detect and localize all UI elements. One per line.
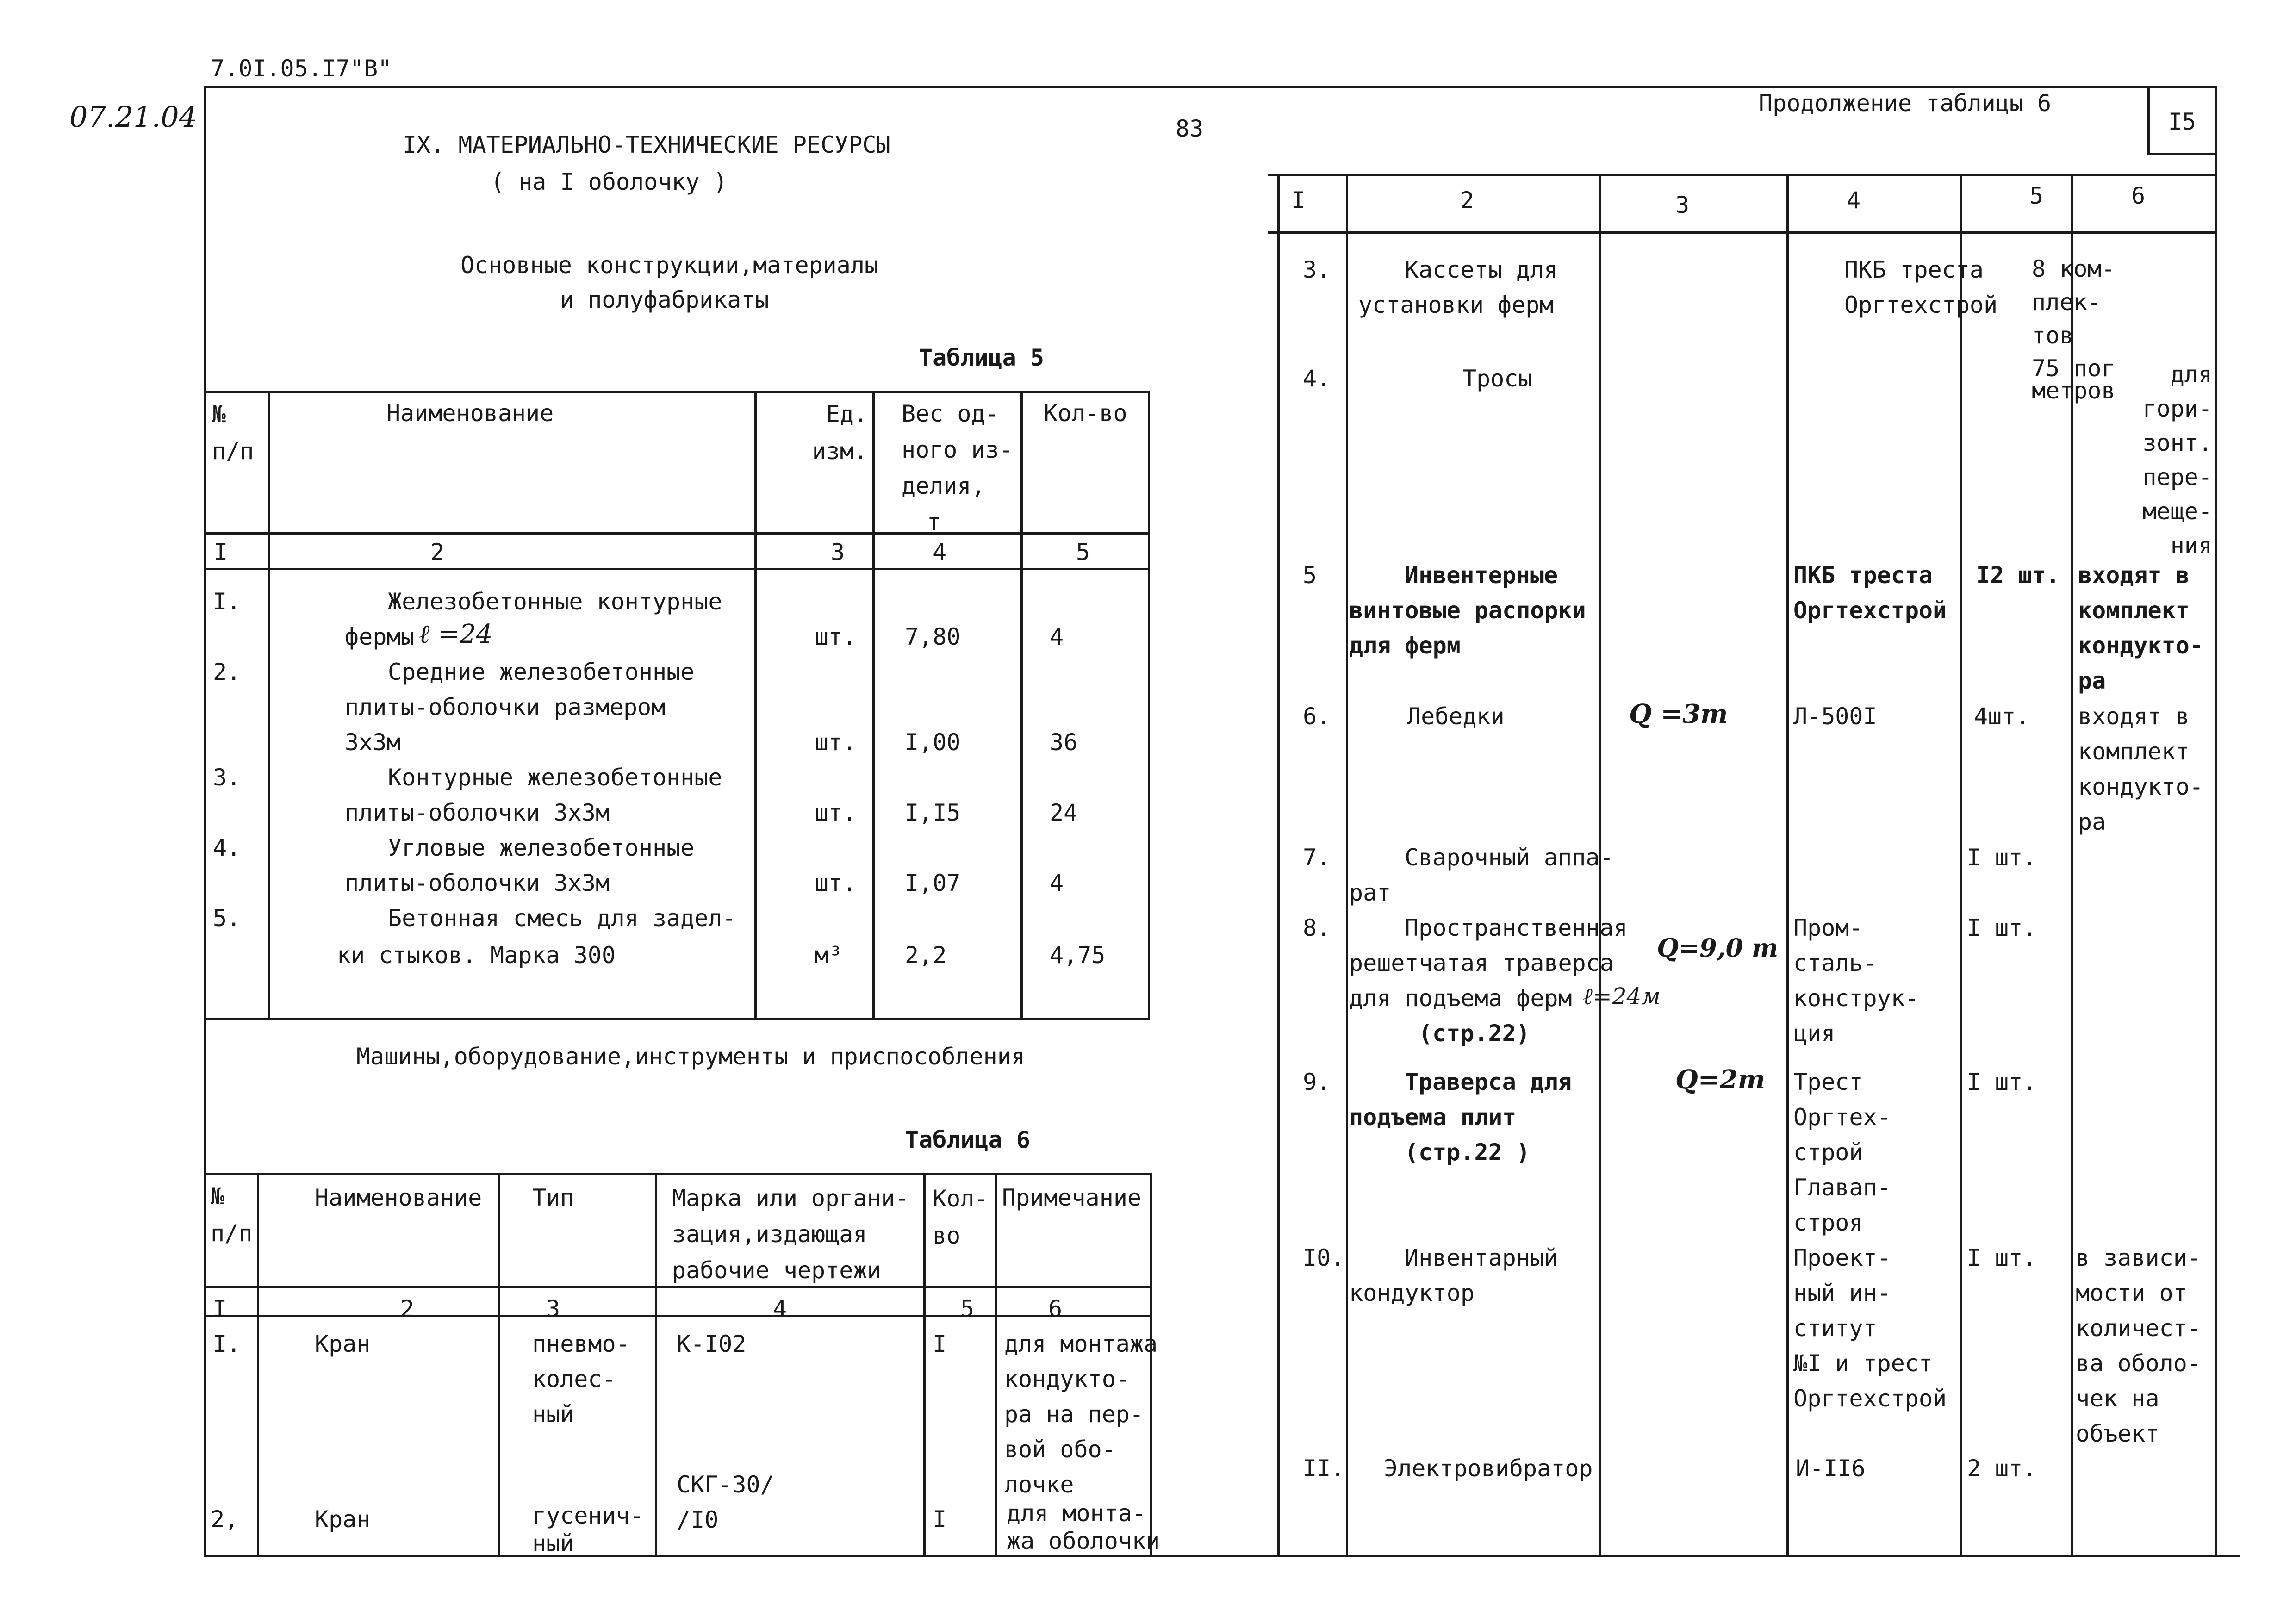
frame-right-border xyxy=(2215,86,2217,1557)
cell-line: ния xyxy=(2170,532,2212,559)
row-qty: I шт. xyxy=(1967,1069,2037,1095)
table6-header-num xyxy=(211,1178,252,1252)
table-col-divider xyxy=(872,391,875,1020)
section-subtitle: ( на I оболочку ) xyxy=(491,168,728,195)
section-title: IX. МАТЕРИАЛЬНО-ТЕХНИЧЕСКИЕ РЕСУРСЫ xyxy=(403,131,890,158)
header-text: п/п xyxy=(212,438,254,465)
cell-line: Оргтехстрой xyxy=(1793,597,1947,624)
handwritten-span: ℓ =24 xyxy=(419,619,493,649)
header-text: изм. xyxy=(812,438,868,465)
table6-caption: Таблица 6 xyxy=(905,1126,1030,1153)
table6-header-name: Наименование xyxy=(315,1184,482,1211)
row-number: 5. xyxy=(213,905,241,932)
row-weight: 7,80 xyxy=(905,623,961,650)
header-text: т xyxy=(927,509,941,535)
row-type xyxy=(532,1326,630,1432)
row-note xyxy=(2076,1240,2201,1451)
table-col-divider xyxy=(995,1173,997,1557)
table5-header-weight xyxy=(902,396,1013,540)
col-number: 5 xyxy=(1076,539,1090,566)
row-note xyxy=(2078,558,2203,698)
table6-header-type: Тип xyxy=(532,1184,574,1211)
col-number: I xyxy=(214,539,228,566)
table-rule xyxy=(1268,231,2217,234)
cell-line: 8 ком- xyxy=(2032,255,2116,282)
cell-line: метров xyxy=(2032,377,2116,404)
cell-line: ра xyxy=(2078,808,2106,835)
cell-line: Проект- xyxy=(1793,1244,1891,1271)
cell-line: (стр.22) xyxy=(1419,1020,1530,1047)
cell-line: подъема плит xyxy=(1349,1104,1517,1131)
row-number: 6. xyxy=(1303,703,1331,730)
header-text: Ед. xyxy=(826,401,868,428)
row-brand xyxy=(1793,910,1919,1051)
row-name-line: Контурные железобетонные xyxy=(388,764,722,791)
col-number: 2 xyxy=(400,1295,415,1322)
table5-header-name: Наименование xyxy=(386,400,554,427)
cell-line: мости от xyxy=(2076,1280,2187,1306)
row-number: 7. xyxy=(1303,844,1331,871)
table-col-divider xyxy=(1346,174,1348,1557)
row-number: II. xyxy=(1303,1455,1345,1482)
table6-header-brand xyxy=(672,1180,909,1288)
row-name-line: фермы xyxy=(345,623,415,650)
table-col-divider xyxy=(1020,391,1023,1020)
page-number: 83 xyxy=(1176,115,1204,142)
cell-line: строй xyxy=(1793,1139,1863,1166)
table-col-divider xyxy=(655,1173,657,1557)
row-name xyxy=(1358,252,1558,323)
row-qty xyxy=(2032,252,2116,352)
row-name xyxy=(1349,1240,1558,1311)
cell-line: Траверса для xyxy=(1405,1069,1572,1095)
cell-line: для подъема ферм xyxy=(1349,985,1572,1012)
col-number: 4 xyxy=(933,539,947,566)
row-brand xyxy=(1844,252,1997,323)
col-number: 4 xyxy=(773,1295,787,1322)
row-name-line: плиты-оболочки 3х3м xyxy=(345,799,610,826)
table-rule xyxy=(204,1315,1152,1317)
row-number: 3. xyxy=(1303,256,1331,283)
row-weight: I,I5 xyxy=(905,799,961,826)
cell-line: лочке xyxy=(1004,1471,1074,1498)
cell-line: пере- xyxy=(2142,464,2212,491)
col-number: 6 xyxy=(2131,182,2146,209)
row-weight: I,07 xyxy=(905,870,961,896)
row-name: Лебедки xyxy=(1407,703,1505,730)
table6-header-qty xyxy=(933,1180,988,1254)
cell-line: Пром- xyxy=(1793,914,1863,941)
cell-line: жа оболочки xyxy=(1007,1528,1160,1555)
cell-line: /I0 xyxy=(677,1506,719,1533)
row-unit: шт. xyxy=(815,623,857,650)
table-col-divider xyxy=(257,1173,259,1557)
row-number: I0. xyxy=(1303,1244,1345,1271)
row-brand xyxy=(1793,1064,1891,1240)
cell-line: колес- xyxy=(532,1366,616,1393)
table-rule xyxy=(1268,174,2217,176)
col-number: 3 xyxy=(831,539,845,566)
row-unit: шт. xyxy=(815,729,857,756)
cell-line: ра на пер- xyxy=(1004,1401,1144,1428)
col-number: 4 xyxy=(1847,187,1861,214)
row-note xyxy=(2078,699,2203,839)
header-text: Вес од- xyxy=(902,400,999,427)
cell-line: кондуктор xyxy=(1349,1280,1475,1306)
row-number: 5 xyxy=(1303,562,1317,589)
row-number: I. xyxy=(213,588,241,615)
row-weight: I,00 xyxy=(905,729,961,756)
table-col-divider xyxy=(1148,391,1150,1020)
cell-line: Оргтехстрой xyxy=(1844,292,1998,318)
row-name-line: ки стыков. Марка 300 xyxy=(337,942,616,969)
cell-line: Сварочный аппа- xyxy=(1405,844,1614,871)
row-qty: 2 шт. xyxy=(1967,1455,2037,1482)
cell-line: ститут xyxy=(1793,1315,1877,1342)
cell-line: Главап- xyxy=(1793,1174,1891,1201)
header-text: п/п xyxy=(211,1220,253,1247)
frame-left-border xyxy=(204,86,206,1557)
cell-line: ра xyxy=(2078,667,2106,694)
cell-line: вой обо- xyxy=(1004,1436,1116,1463)
row-name-line: Угловые железобетонные xyxy=(388,834,695,861)
cell-line: рат xyxy=(1349,879,1391,906)
cell-line: ный xyxy=(532,1401,574,1428)
cell-line: установки ферм xyxy=(1358,292,1554,318)
row-name-line: плиты-оболочки размером xyxy=(345,694,666,721)
handwritten-capacity: Q =3т xyxy=(1629,699,1728,729)
row-name: Кран xyxy=(315,1506,371,1533)
row-qty: I xyxy=(933,1506,947,1533)
header-text: во xyxy=(933,1222,961,1249)
row-number: 4. xyxy=(213,834,241,861)
table-rule xyxy=(204,391,1150,393)
document-code: 7.0I.05.I7"В" xyxy=(211,55,392,82)
cell-line: №I и трест xyxy=(1793,1350,1933,1377)
cell-line: в зависи- xyxy=(2076,1244,2201,1271)
cell-line: плек- xyxy=(2032,289,2102,316)
cell-line: ный ин- xyxy=(1793,1280,1891,1306)
table5-caption: Таблица 5 xyxy=(919,344,1044,371)
table-rule xyxy=(204,1018,1150,1020)
col-number: 2 xyxy=(1460,187,1475,214)
table5-header-qty: Кол-во xyxy=(1044,400,1127,427)
frame-top-border xyxy=(204,86,2147,88)
row-unit: шт. xyxy=(815,870,857,896)
cell-line: сталь- xyxy=(1793,950,1877,976)
handwritten-stamp: 07.21.04 xyxy=(69,100,198,134)
cell-line: кондукто- xyxy=(1004,1366,1130,1393)
table-rule xyxy=(204,568,1150,570)
cell-line: для монтажа xyxy=(1004,1331,1158,1357)
handwritten-span: ℓ=24м xyxy=(1583,983,1661,1010)
row-qty: I шт. xyxy=(1967,914,2037,941)
cell-line: кондукто- xyxy=(2078,632,2203,659)
cell-line: Пространственная xyxy=(1405,914,1628,941)
cell-line: зонт. xyxy=(2142,429,2212,456)
row-name-line: 3х3м xyxy=(345,729,401,756)
header-text: зация,издающая xyxy=(672,1221,867,1248)
table-col-divider xyxy=(754,391,757,1020)
cell-line: чек на xyxy=(2076,1385,2159,1412)
cell-line: комплект xyxy=(2078,597,2190,624)
header-text: № xyxy=(211,1183,225,1210)
row-number: 2. xyxy=(213,659,241,685)
continuation-label: Продолжение таблицы 6 xyxy=(1759,90,2052,117)
row-name: Тросы xyxy=(1462,365,1532,392)
row-name: Электровибратор xyxy=(1384,1455,1593,1482)
row-number: 8. xyxy=(1303,914,1331,941)
cell-line: гусенич- xyxy=(532,1502,644,1529)
col-number: 2 xyxy=(430,539,445,566)
col-number: I xyxy=(1291,187,1306,214)
cell-line: ный xyxy=(532,1530,574,1557)
row-name-line: Средние железобетонные xyxy=(388,659,695,685)
col-number: 5 xyxy=(2029,182,2044,209)
row-unit: шт. xyxy=(815,799,857,826)
row-brand xyxy=(1793,1240,1947,1416)
cell-line: 75 пог xyxy=(2032,355,2116,382)
cell-line: СКГ-30/ xyxy=(677,1471,774,1498)
cell-line: Кассеты для xyxy=(1405,256,1558,283)
row-name xyxy=(1349,1064,1572,1170)
cell-line: входят в xyxy=(2078,562,2190,589)
row-number: I. xyxy=(213,1331,241,1357)
row-note xyxy=(1007,1499,1160,1555)
cell-line: пневмо- xyxy=(532,1331,630,1357)
row-qty: 4шт. xyxy=(1974,703,2030,730)
table-col-divider xyxy=(923,1173,926,1557)
table5-header-num xyxy=(212,396,254,470)
row-brand xyxy=(677,1467,774,1537)
row-number: 3. xyxy=(213,764,241,791)
cell-line: конструк- xyxy=(1793,985,1919,1012)
table-col-divider xyxy=(268,391,270,1020)
sheet-number: I5 xyxy=(2168,108,2196,135)
row-type xyxy=(532,1502,644,1557)
row-number: 9. xyxy=(1303,1069,1331,1095)
cell-line: Оргтех- xyxy=(1793,1104,1891,1131)
row-name-line: Бетонная смесь для задел- xyxy=(388,905,736,932)
table-col-divider xyxy=(1277,174,1280,1557)
cell-line: кондукто- xyxy=(2078,773,2203,800)
row-qty: I шт. xyxy=(1967,844,2037,871)
row-brand: И-II6 xyxy=(1796,1455,1866,1482)
cell-line: для xyxy=(2170,361,2212,388)
cell-line: ция xyxy=(1793,1020,1836,1047)
table-col-divider xyxy=(1786,174,1789,1557)
cell-line: для ферм xyxy=(1349,632,1461,659)
row-qty: 4,75 xyxy=(1050,942,1106,969)
materials-heading-line2: и полуфабрикаты xyxy=(560,286,769,313)
row-note xyxy=(2073,357,2212,563)
row-qty: I xyxy=(933,1331,947,1357)
row-name-line: плиты-оболочки 3х3м xyxy=(345,870,610,896)
header-text: Марка или органи- xyxy=(672,1185,909,1212)
handwritten-capacity: Q=2т xyxy=(1675,1064,1765,1095)
col-number: 3 xyxy=(1675,192,1690,218)
cell-line: ПКБ треста xyxy=(1844,256,1984,283)
cell-line: объект xyxy=(2076,1420,2159,1447)
row-qty: 4 xyxy=(1050,623,1064,650)
sheet-number-box xyxy=(2147,86,2217,155)
handwritten-capacity: Q=9,0 т xyxy=(1657,933,1779,963)
cell-line: ва оболо- xyxy=(2076,1350,2201,1377)
header-text: делия, xyxy=(902,473,985,499)
col-number: I xyxy=(213,1295,227,1322)
col-number: 5 xyxy=(960,1295,975,1322)
cell-line: количест- xyxy=(2076,1315,2201,1342)
cell-line: Инвентарный xyxy=(1405,1244,1558,1271)
col-number: 6 xyxy=(1048,1295,1063,1322)
cell-line: для монта- xyxy=(1007,1500,1146,1527)
machines-heading: Машины,оборудование,инструменты и приспособления xyxy=(356,1043,1025,1070)
cell-line: меще- xyxy=(2142,498,2212,525)
row-note xyxy=(1004,1326,1157,1502)
cell-line: тов xyxy=(2032,322,2074,349)
cell-line: входят в xyxy=(2078,703,2190,730)
row-qty: 4 xyxy=(1050,870,1064,896)
header-text: Кол- xyxy=(933,1185,989,1212)
row-brand: Л-500I xyxy=(1793,703,1877,730)
cell-line: Оргтехстрой xyxy=(1793,1385,1947,1412)
col-number: 3 xyxy=(546,1295,560,1322)
table-col-divider xyxy=(498,1173,500,1557)
row-name-line: Железобетонные контурные xyxy=(388,588,722,615)
row-qty: I шт. xyxy=(1967,1244,2037,1271)
row-brand xyxy=(1793,558,1947,628)
row-qty: 24 xyxy=(1050,799,1078,826)
cell-line: строя xyxy=(1793,1209,1863,1236)
cell-line: винтовые распорки xyxy=(1349,597,1586,624)
header-text: № xyxy=(212,401,226,428)
table6-header-note: Примечание xyxy=(1002,1184,1142,1211)
table-rule xyxy=(204,1173,1152,1175)
materials-heading-line1: Основные конструкции,материалы xyxy=(460,252,879,279)
cell-line: Трест xyxy=(1793,1069,1863,1095)
row-unit: м³ xyxy=(815,942,843,969)
row-qty: 36 xyxy=(1050,729,1078,756)
row-number: 4. xyxy=(1303,365,1331,392)
cell-line: Инвентерные xyxy=(1405,562,1558,589)
cell-line: решетчатая траверса xyxy=(1349,950,1614,976)
cell-line: гори- xyxy=(2142,395,2212,422)
cell-line: (стр.22 ) xyxy=(1405,1139,1530,1166)
cell-line: комплект xyxy=(2078,738,2190,765)
row-weight: 2,2 xyxy=(905,942,947,969)
row-qty: I2 шт. xyxy=(1976,562,2060,589)
row-name xyxy=(1349,558,1586,663)
row-name: Кран xyxy=(315,1331,371,1357)
header-text: ного из- xyxy=(902,436,1013,463)
table5-header-unit xyxy=(759,396,868,470)
frame-bottom-border xyxy=(204,1555,2240,1557)
row-number: 2, xyxy=(211,1506,239,1533)
row-brand: К-I02 xyxy=(677,1331,747,1357)
table-col-divider xyxy=(1960,174,1962,1557)
cell-line: ПКБ треста xyxy=(1793,562,1933,589)
row-name xyxy=(1349,840,1614,910)
header-text: рабочие чертежи xyxy=(672,1257,881,1284)
